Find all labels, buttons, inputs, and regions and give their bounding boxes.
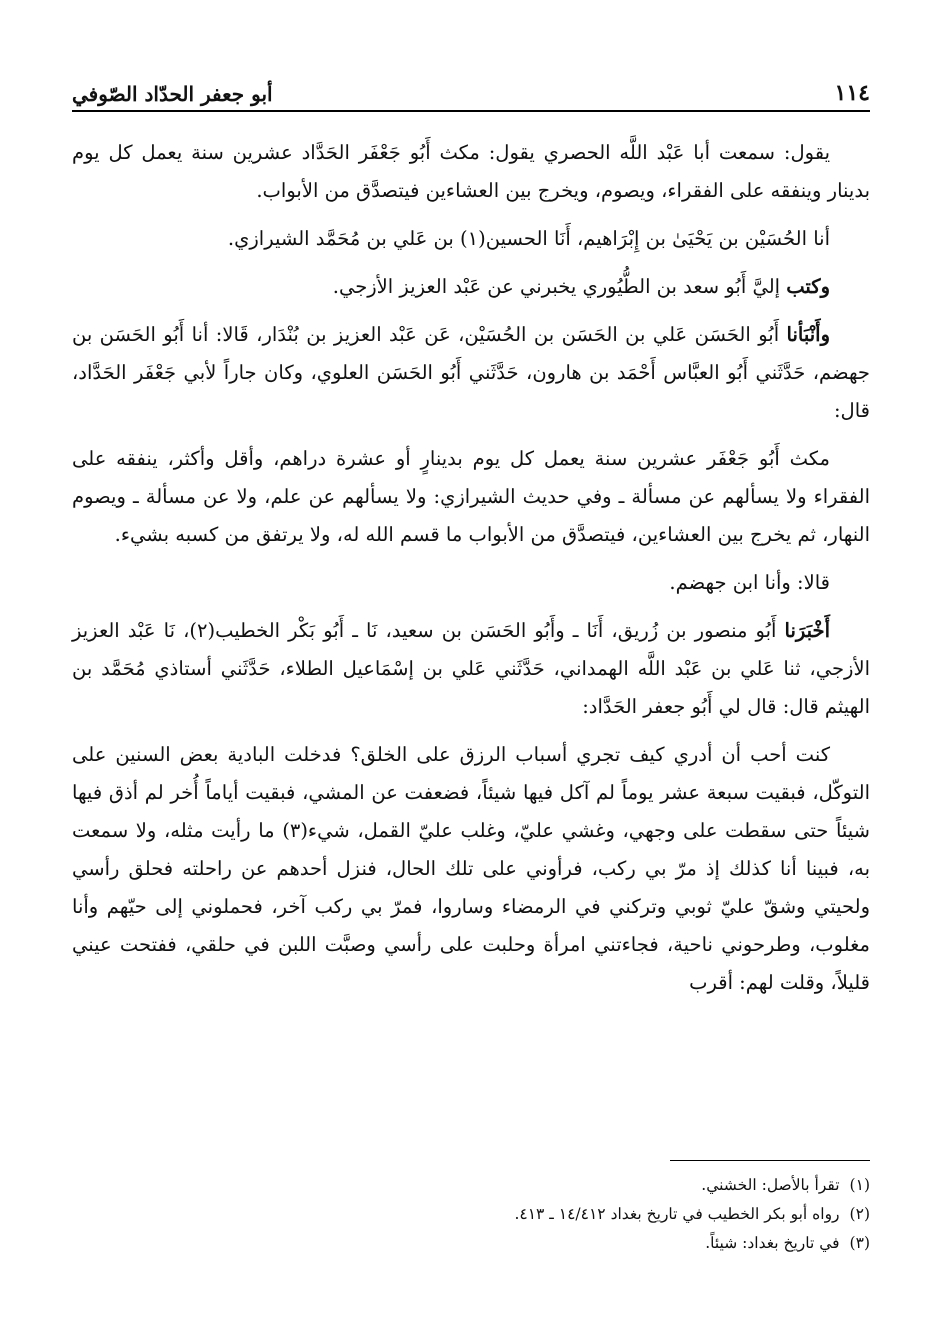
paragraph-lead: وكتب xyxy=(786,275,830,298)
paragraph-lead: أَخْبَرَنا xyxy=(784,619,830,642)
running-title: أبو جعفر الحدّاد الصّوفي xyxy=(72,82,273,106)
paragraph-1: يقول: سمعت أبا عَبْد اللَّه الحصري يقول: مكث أَبُو جَعْفَر الحَدَّاد عشرين سنة يعمل كل يوم بدينار وينفقه على الفقراء، ويصوم، ويخرج بين العشاءين فيتصدَّق من الأبواب. xyxy=(72,141,870,202)
footnote-rule xyxy=(670,1160,870,1161)
paragraph-lead: وأَنْبَأنا xyxy=(786,323,830,346)
header-rule xyxy=(72,110,870,112)
footnotes xyxy=(72,1160,870,1258)
book-page xyxy=(72,56,870,1296)
paragraph-2: أنا الحُسَيْن بن يَحْيَىٰ بن إِبْرَاهيم، أَنَا الحسين(١) بن عَلي بن مُحَمَّد الشيرازي. xyxy=(227,227,830,250)
footnote-2: (٢) رواه أبو بكر الخطيب في تاريخ بغداد ١٤/٤١٢ ـ ٤١٣. xyxy=(514,1205,870,1223)
paragraph-4: وأَنْبَأنا أَبُو الحَسَن عَلي بن الحَسَن بن الحُسَيْن، عَن عَبْد العزيز بن بُنْدَار، قَالا: أنا أَبُو الحَسَن بن جهضم، حَدَّثَني أَبُو العبَّاس أَحْمَد بن هارون، حَدَّثَني أَبُو الحَسَن العلوي، وكان جاراً لأبي جَعْفَر الحَدَّاد، قال: xyxy=(72,323,870,422)
footnote-1: (١) تقرأ بالأصل: الخشني. xyxy=(701,1176,870,1194)
page-header xyxy=(72,56,870,112)
footnote-3: (٣) في تاريخ بغداد: شيئاً. xyxy=(705,1234,870,1252)
page-number: ١١٤ xyxy=(834,80,870,106)
paragraph-3: وكتب إليَّ أَبُو سعد بن الطُّيُوري يخبرني عن عَبْد العزيز الأزجي. xyxy=(332,275,830,298)
paragraph-7: أَخْبَرَنا أَبُو منصور بن زُريق، أَنَا ـ وأَبُو الحَسَن بن سعيد، نَا ـ أَبُو بَكْر الخطيب(٢)، نَا عَبْد العزيز الأزجي، ثنا عَلي بن عَبْد اللَّه الهمداني، حَدَّثَني عَلي بن إسْمَاعيل الطلاء، حَدَّثَني أستاذي مُحَمَّد بن الهيثم قال: قال لي أَبُو جعفر الحَدَّاد: xyxy=(72,619,870,718)
main-text xyxy=(72,134,870,1002)
paragraph-8: كنت أحب أن أدري كيف تجري أسباب الرزق على الخلق؟ فدخلت البادية بعض السنين على التوكّل، فبقيت سبعة عشر يوماً لم آكل فيها شيئاً، فضعفت عن المشي، فبقيت أياماً أُخر لم أذق فيها شيئاً حتى سقطت على وجهي، وغشي عليّ، وغلب عليّ القمل، شيء(٣) ما رأيت مثله، ولا سمعت به، فبينا أنا كذلك إذ مرّ بي ركب، فرأوني على تلك الحال، فنزل أحدهم عن راحلته فحلق رأسي ولحيتي وشقّ عليّ ثوبي وتركني في الرمضاء وساروا، فمرّ بي ركب آخر، فحملوني إلى حيّهم وأنا مغلوب، وطرحوني ناحية، فجاءتني امرأة وحلبت على رأسي وصبَّت اللبن في حلقي، ففتحت عيني قليلاً، وقلت لهم: أقرب xyxy=(72,743,870,994)
paragraph-5: مكث أَبُو جَعْفَر عشرين سنة يعمل كل يوم بدينارٍ أو عشرة دراهم، وأقل وأكثر، ينفقه على الفقراء ولا يسألهم عن مسألة ـ وفي حديث الشيرازي: ولا يسألهم عن علم، ولا عن مسألة ـ ويصوم النهار، ثم يخرج بين العشاءين، فيتصدَّق من الأبواب ما قسم الله له، ولا يرتفق من كسبه بشيء. xyxy=(72,447,870,546)
paragraph-6: قالا: وأنا ابن جهضم. xyxy=(669,571,830,594)
